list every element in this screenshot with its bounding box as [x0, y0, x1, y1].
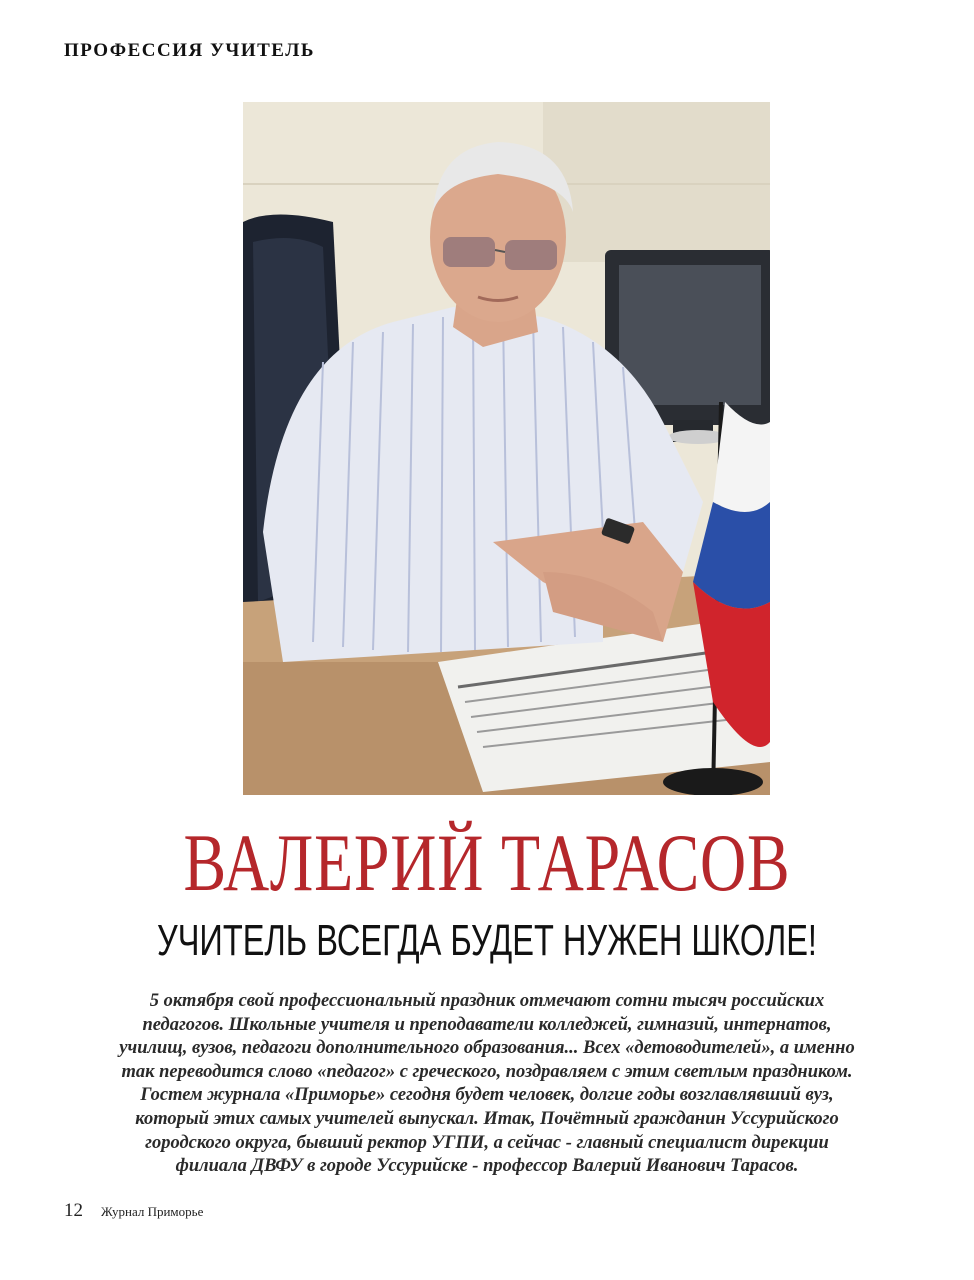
portrait-photo-illustration	[243, 102, 770, 795]
section-header: ПРОФЕССИЯ УЧИТЕЛЬ	[64, 40, 315, 61]
portrait-photo	[243, 102, 770, 795]
lead-line: который этих самых учителей выпускал. Итак, Почётный гражданин Уссурийского	[135, 1108, 839, 1129]
article-title: ВАЛЕРИЙ ТАРАСОВ	[183, 817, 791, 908]
lead-line: так переводится слово «педагог» с греческого, поздравляем с этим светлым праздником.	[121, 1061, 853, 1082]
lead-line: городского округа, бывший ректор УГПИ, а сейчас - главный специалист дирекции	[145, 1132, 829, 1153]
lead-line: педагогов. Школьные учителя и преподаватели колледжей, гимназий, интернатов,	[142, 1014, 832, 1035]
lead-line: 5 октября свой профессиональный праздник отмечают сотни тысяч российских	[149, 991, 825, 1011]
lead-line: Гостем журнала «Приморье» сегодня будет человек, долгие годы возглавлявший вуз,	[140, 1085, 834, 1106]
lead-line: филиала ДВФУ в городе Уссурийске - профессор Валерий Иванович Тарасов.	[175, 1156, 799, 1177]
lead-line: училищ, вузов, педагоги дополнительного образования... Всех «детоводителей», а именно	[119, 1038, 855, 1059]
page-footer	[64, 1200, 203, 1222]
article-lead	[80, 990, 894, 1179]
journal-name: Журнал Приморье	[101, 1204, 204, 1219]
page-number: 12	[64, 1200, 83, 1221]
article-subtitle: УЧИТЕЛЬ ВСЕГДА БУДЕТ НУЖЕН ШКОЛЕ!	[157, 916, 817, 965]
